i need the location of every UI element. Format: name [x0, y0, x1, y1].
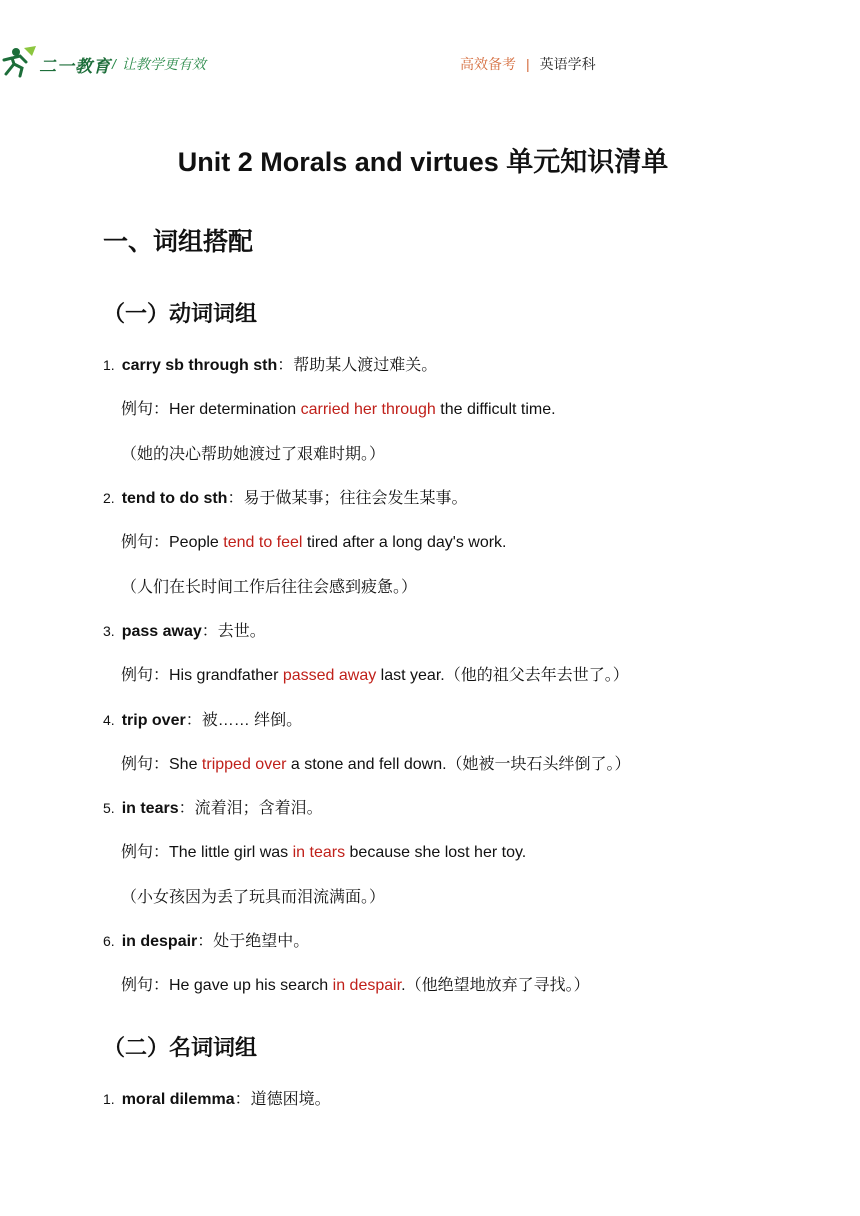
page-header	[0, 0, 860, 100]
subsection-verb-phrases: （一）动词词组	[103, 301, 258, 326]
exam-label: 高效备考	[460, 56, 516, 72]
subsection-noun-phrases: （二）名词词组	[103, 1035, 258, 1060]
term-item: 5. in tears：流着泪；含着泪。	[103, 800, 323, 817]
example-sentence: 例句：Her determination carried her through the difficult time.	[121, 401, 556, 418]
slogan: / 让教学更有效	[112, 56, 206, 72]
term-item: 2. tend to do sth：易于做某事；往往会发生某事。	[103, 490, 468, 507]
term-item: 6. in despair：处于绝望中。	[103, 933, 310, 950]
example-sentence: 例句：The little girl was in tears because she lost her toy.	[121, 844, 527, 861]
example-translation: （她的决心帮助她渡过了艰难时期。）	[121, 446, 386, 463]
example-sentence: 例句：He gave up his search in despair.（他绝望地放弃了寻找。）	[121, 977, 590, 994]
example-translation: （人们在长时间工作后往往会感到疲惫。）	[121, 579, 418, 596]
header-tags	[460, 54, 596, 74]
subject-label: 英语学科	[539, 56, 596, 72]
brand-name: 二一教育	[39, 57, 111, 76]
term-item: 4. trip over：被…… 绊倒。	[103, 712, 303, 729]
example-translation: （小女孩因为丢了玩具而泪流满面。）	[121, 889, 386, 906]
term-item: 1. moral dilemma：道德困境。	[103, 1091, 331, 1108]
term-item: 3. pass away：去世。	[103, 623, 266, 640]
example-sentence: 例句：She tripped over a stone and fell down.（她被一块石头绊倒了。）	[121, 756, 631, 773]
page-title: Unit 2 Morals and virtues 单元知识清单	[177, 147, 669, 177]
section-heading: 一、词组搭配	[103, 228, 254, 256]
header-divider: |	[526, 56, 530, 72]
example-sentence: 例句：People tend to feel tired after a long day's work.	[121, 534, 507, 551]
term-item: 1. carry sb through sth：帮助某人渡过难关。	[103, 357, 438, 374]
example-sentence: 例句：His grandfather passed away last year.（他的祖父去年去世了。）	[121, 667, 629, 684]
